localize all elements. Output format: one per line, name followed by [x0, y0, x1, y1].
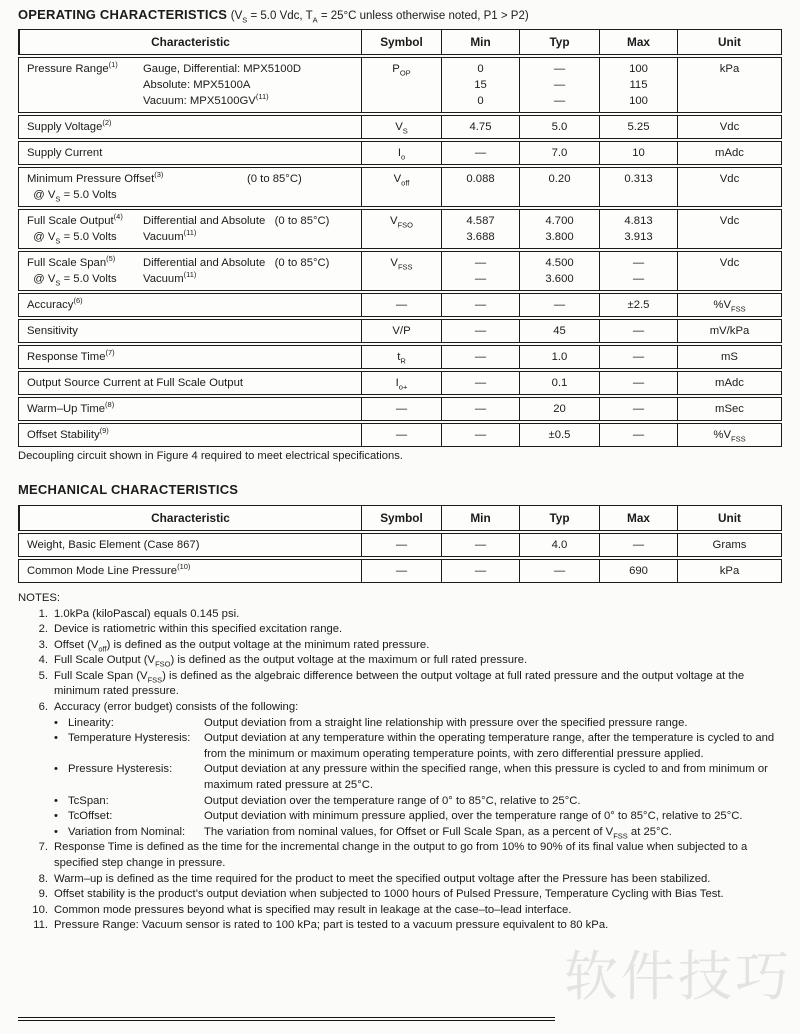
min-cell: —: [441, 560, 519, 582]
table-row: [18, 319, 782, 343]
max-cell: 100 115 100: [599, 58, 677, 112]
symbol-cell: $V_S$: [361, 116, 441, 138]
min-cell: —: [441, 142, 519, 164]
unit-cell: mAdc: [677, 142, 781, 164]
bullet-term: Linearity:: [68, 716, 114, 729]
operating-section-conditions: ($V_S = 5.0$ Vdc, $T_A = 25^\circ C$ unless otherwise noted, P1 > P2): [230, 10, 529, 25]
table-row: [18, 209, 782, 249]
min-cell: 4.587 3.688: [441, 210, 519, 248]
decoupling-note: Decoupling circuit shown in Figure 4 required to meet electrical specifications.: [18, 450, 403, 462]
note-text: Common mode pressures beyond what is specified may result in leakage at the case–to–lead interface.: [54, 903, 572, 916]
characteristic-cell: Accuracy$^{(6)}$: [27, 296, 83, 311]
column-header: Unit: [677, 506, 781, 530]
characteristic-cell: Weight, Basic Element (Case 867): [27, 539, 200, 551]
note-number: 9.: [38, 888, 48, 901]
table-row: [18, 141, 782, 165]
bullet-definition: Output deviation at any pressure within the specified range, when this pressure is cycled to and from minimum or maximum rated pressure at 25°C.: [204, 763, 768, 792]
bullet-definition: The variation from nominal values, for Offset or Full Scale Span, as a percent of $V_{FSS}$ at 25°C.: [204, 825, 672, 841]
max-cell: — —: [599, 252, 677, 290]
min-cell: —: [441, 294, 519, 316]
unit-cell: $\%V_{FSS}$: [677, 424, 781, 446]
column-header: Typ: [519, 30, 599, 54]
note-item: [18, 918, 778, 934]
note-text: Accuracy (error budget) consists of the following: • Linearity: Output deviation from a straight line relationship with pressure over the specified pressure range. • Temperature Hysteresis: Output deviation at any temperature within the operating temperature range, after the temperature is cycled to and from the minimum or maximum operating temperature points, with zero differential pressure applied. • Pressure Hysteresis: Output deviation at any pressure within the specified range, when this pressure is cycled to and from minimum or maximum rated pressure at 25°C. • TcSpan: Output deviation over the temperature range of 0° to 85°C, relative to 25°C. • TcOffset: Output deviation with minimum pressure applied, over the temperature range of 0° to 85°C, relative to 25°C. • Variation from Nominal: The variation from nominal values, for Offset or Full Scale Span, as a percent of $V_{FSS}$ at 25°C.: [54, 700, 778, 840]
note-item: [18, 840, 778, 871]
note-item: [18, 872, 778, 888]
min-cell: —: [441, 320, 519, 342]
symbol-cell: $V_{off}$: [361, 168, 441, 206]
max-cell: ±2.5: [599, 294, 677, 316]
bullet-term: Variation from Nominal:: [68, 825, 186, 838]
unit-cell: mV/kPa: [677, 320, 781, 342]
table-row: [18, 57, 782, 113]
unit-cell: $\%V_{FSS}$: [677, 294, 781, 316]
max-cell: 690: [599, 560, 677, 582]
typ-cell: 4.700 3.800: [519, 210, 599, 248]
characteristic-cell: Supply Current: [27, 147, 103, 159]
note-number: 4.: [38, 654, 48, 667]
max-cell: 5.25: [599, 116, 677, 138]
note-bullet-item: [54, 825, 778, 841]
table-row: [18, 423, 782, 447]
table-header-row: [18, 505, 782, 531]
unit-cell: mAdc: [677, 372, 781, 394]
note-number: 10.: [32, 903, 48, 916]
symbol-cell: —: [361, 424, 441, 446]
mechanical-section-title: MECHANICAL CHARACTERISTICS: [18, 482, 239, 497]
column-header: Characteristic: [19, 30, 361, 54]
bullet-icon: •: [54, 716, 58, 729]
characteristic-cell: Response Time$^{(7)}$: [27, 348, 115, 363]
symbol-cell: $P_{OP}$: [361, 58, 441, 112]
unit-cell: Grams: [677, 534, 781, 556]
bullet-term: TcSpan:: [68, 794, 109, 807]
note-bullet-item: [54, 762, 778, 793]
unit-cell: mS: [677, 346, 781, 368]
table-row: [18, 115, 782, 139]
note-text: Response Time is defined as the time for the incremental change in the output to go from 10% to 90% of its final value when subjected to a specified step change in pressure.: [54, 841, 748, 869]
symbol-cell: $V_{FSS}$: [361, 252, 441, 290]
typ-cell: 0.20: [519, 168, 599, 206]
characteristic-cell: Minimum Pressure Offset$^{(3)}$ @ $V_S = 5.0$ Volts (0 to 85°C): [27, 170, 302, 204]
note-item: [18, 622, 778, 638]
max-cell: —: [599, 398, 677, 420]
typ-cell: — — —: [519, 58, 599, 112]
column-header: Unit: [677, 30, 781, 54]
note-number: 8.: [38, 872, 48, 885]
unit-cell: Vdc: [677, 252, 781, 290]
characteristic-cell: Pressure Range$^{(1)}$ Gauge, Differential: MPX5100D Absolute: MPX5100A Vacuum: MPX5100GV$^{(11)}$: [27, 60, 302, 107]
mechanical-characteristics-table: [18, 505, 782, 583]
table-row: [18, 293, 782, 317]
column-header: Symbol: [361, 30, 441, 54]
max-cell: —: [599, 372, 677, 394]
typ-cell: 0.1: [519, 372, 599, 394]
note-number: 11.: [33, 919, 48, 932]
column-header: Min: [441, 30, 519, 54]
symbol-cell: $V_{FSO}$: [361, 210, 441, 248]
note-number: 6.: [38, 701, 48, 714]
min-cell: 4.75: [441, 116, 519, 138]
typ-cell: 4.0: [519, 534, 599, 556]
column-header: Typ: [519, 506, 599, 530]
max-cell: 10: [599, 142, 677, 164]
bullet-icon: •: [54, 794, 58, 807]
min-cell: —: [441, 346, 519, 368]
characteristic-cell: Output Source Current at Full Scale Output: [27, 377, 244, 389]
bullet-icon: •: [54, 825, 58, 838]
column-header: Symbol: [361, 506, 441, 530]
table-row: [18, 251, 782, 291]
max-cell: 0.313: [599, 168, 677, 206]
unit-cell: kPa: [677, 58, 781, 112]
operating-characteristics-heading: [18, 7, 784, 25]
note-number: 1.: [38, 607, 48, 620]
column-header: Min: [441, 506, 519, 530]
symbol-cell: —: [361, 294, 441, 316]
typ-cell: 5.0: [519, 116, 599, 138]
bottom-rule: [18, 1017, 555, 1021]
note-item: [18, 887, 778, 903]
min-cell: 0.088: [441, 168, 519, 206]
note-text: Warm–up is defined as the time required for the product to meet the specified output voltage after the Pressure has been stabilized.: [54, 872, 711, 885]
table-row: [18, 559, 782, 583]
note-item: [18, 638, 778, 654]
watermark-text: 软件技巧: [564, 947, 792, 1007]
table-header-row: [18, 29, 782, 55]
typ-cell: 20: [519, 398, 599, 420]
bullet-term: Pressure Hysteresis:: [68, 763, 173, 776]
note-bullet-item: [54, 809, 778, 825]
note-text: Device is ratiometric within this specified excitation range.: [54, 623, 343, 636]
note-text: Offset $(V_{off})$ is defined as the output voltage at the minimum rated pressure.: [54, 638, 430, 653]
unit-cell: kPa: [677, 560, 781, 582]
min-cell: —: [441, 398, 519, 420]
symbol-cell: $t_R$: [361, 346, 441, 368]
symbol-cell: $I_{o+}$: [361, 372, 441, 394]
bullet-term: TcOffset:: [68, 810, 113, 823]
unit-cell: Vdc: [677, 116, 781, 138]
note-bullet-item: [54, 731, 778, 762]
note-text: Pressure Range: Vacuum sensor is rated to 100 kPa; part is tested to a vacuum pressure equivalent to 80 kPa.: [54, 919, 609, 932]
characteristic-cell: Full Scale Output$^{(4)}$ @ $V_S = 5.0$ Volts Differential and Absolute (0 to 85°C) Vacuum$^{(11)}$: [27, 212, 330, 246]
bullet-icon: •: [54, 732, 58, 745]
symbol-cell: —: [361, 398, 441, 420]
note-text: 1.0kPa (kiloPascal) equals 0.145 psi.: [54, 607, 240, 620]
note-item: [18, 903, 778, 919]
characteristic-cell: Offset Stability$^{(9)}$: [27, 426, 109, 441]
min-cell: — —: [441, 252, 519, 290]
note-text: Full Scale Output $(V_{FSO})$ is defined as the output voltage at the maximum or full rated pressure.: [54, 654, 528, 669]
symbol-cell: —: [361, 560, 441, 582]
min-cell: —: [441, 372, 519, 394]
operating-section-title: OPERATING CHARACTERISTICS: [18, 7, 228, 22]
typ-cell: —: [519, 560, 599, 582]
unit-cell: Vdc: [677, 168, 781, 206]
bullet-icon: •: [54, 763, 58, 776]
bullet-definition: Output deviation from a straight line relationship with pressure over the specified pressure range.: [204, 716, 688, 729]
typ-cell: 45: [519, 320, 599, 342]
characteristic-cell: Sensitivity: [27, 325, 78, 337]
max-cell: —: [599, 424, 677, 446]
notes-label: NOTES:: [18, 592, 61, 604]
note-item: [18, 653, 778, 669]
symbol-cell: —: [361, 534, 441, 556]
typ-cell: ±0.5: [519, 424, 599, 446]
min-cell: —: [441, 424, 519, 446]
table-row: [18, 167, 782, 207]
typ-cell: 1.0: [519, 346, 599, 368]
note-text: Full Scale Span $(V_{FSS})$ is defined as the algebraic difference between the output voltage at full rated pressure and the output voltage at the minimum rated pressure.: [54, 669, 745, 698]
bullet-definition: Output deviation with minimum pressure applied, over the temperature range of 0° to 85°C, relative to 25°C.: [204, 810, 743, 823]
note-number: 7.: [38, 841, 48, 854]
symbol-cell: $I_o$: [361, 142, 441, 164]
max-cell: —: [599, 534, 677, 556]
column-header: Max: [599, 30, 677, 54]
note-bullet-item: [54, 716, 778, 732]
symbol-cell: V/P: [361, 320, 441, 342]
table-row: [18, 345, 782, 369]
table-row: [18, 533, 782, 557]
column-header: Characteristic: [19, 506, 361, 530]
note-number: 5.: [38, 669, 48, 682]
note-bullet-item: [54, 794, 778, 810]
note-number: 3.: [38, 638, 48, 651]
note-item: [18, 607, 778, 623]
min-cell: 0 15 0: [441, 58, 519, 112]
max-cell: 4.813 3.913: [599, 210, 677, 248]
typ-cell: 7.0: [519, 142, 599, 164]
bullet-icon: •: [54, 810, 58, 823]
characteristic-cell: Full Scale Span$^{(5)}$ @ $V_S = 5.0$ Volts Differential and Absolute (0 to 85°C) Vacuum$^{(11)}$: [27, 254, 330, 288]
note-item: [18, 669, 778, 700]
note-item: [18, 700, 778, 840]
max-cell: —: [599, 320, 677, 342]
characteristic-cell: Warm–Up Time$^{(8)}$: [27, 400, 115, 415]
notes-list: [18, 607, 778, 934]
max-cell: —: [599, 346, 677, 368]
typ-cell: —: [519, 294, 599, 316]
min-cell: —: [441, 534, 519, 556]
bullet-definition: Output deviation over the temperature range of 0° to 85°C, relative to 25°C.: [204, 794, 581, 807]
mechanical-characteristics-heading: [18, 482, 784, 497]
typ-cell: 4.500 3.600: [519, 252, 599, 290]
column-header: Max: [599, 506, 677, 530]
note-text: Offset stability is the product's output deviation when subjected to 1000 hours of Pulsed Pressure, Temperature Cycling with Bias Test.: [54, 888, 724, 901]
note-bullets: [54, 716, 778, 841]
bullet-definition: Output deviation at any temperature within the operating temperature range, after the temperature is cycled to and from the minimum or maximum operating temperature points, with zero differential pressure applied.: [204, 732, 775, 760]
note-number: 2.: [38, 623, 48, 636]
operating-characteristics-table: [18, 29, 782, 447]
table-row: [18, 371, 782, 395]
characteristic-cell: Common Mode Line Pressure$^{(10)}$: [27, 562, 191, 577]
table-row: [18, 397, 782, 421]
bullet-term: Temperature Hysteresis:: [68, 732, 191, 745]
characteristic-cell: Supply Voltage$^{(2)}$: [27, 118, 112, 133]
unit-cell: Vdc: [677, 210, 781, 248]
unit-cell: mSec: [677, 398, 781, 420]
